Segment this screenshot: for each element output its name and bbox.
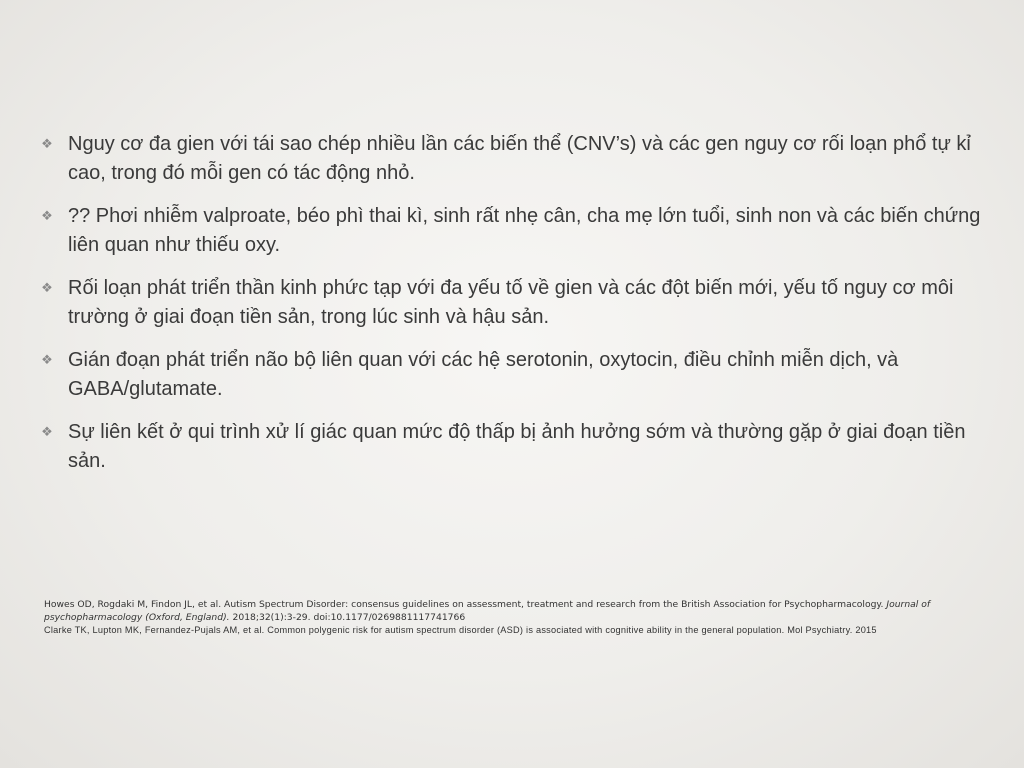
reference-1-authors-title: Howes OD, Rogdaki M, Findon JL, et al. Autism Spectrum Disorder: consensus guidelines on assessment, treatment and research from the British Association for Psychopharmacology. bbox=[44, 599, 887, 610]
diamond-flower-icon: ❖ bbox=[41, 352, 53, 367]
bullet-item bbox=[40, 130, 990, 188]
bullet-text: Rối loạn phát triển thần kinh phức tạp với đa yếu tố về gien và các đột biến mới, yếu tố nguy cơ môi trường ở giai đoạn tiền sản, trong lúc sinh và hậu sản. bbox=[68, 277, 954, 328]
reference-1-journal-a: Journal of bbox=[886, 599, 931, 610]
reference-2: Clarke TK, Lupton MK, Fernandez-Pujals AM, et al. Common polygenic risk for autism spectrum disorder (ASD) is associated with cognitive ability in the general population. Mol Psychiatry. 2015 bbox=[44, 625, 877, 635]
diamond-flower-icon: ❖ bbox=[41, 280, 53, 295]
bullet-text: Nguy cơ đa gien với tái sao chép nhiều lần các biến thể (CNV’s) và các gen nguy cơ rối loạn phổ tự kỉ cao, trong đó mỗi gen có tác động nhỏ. bbox=[68, 133, 971, 184]
diamond-flower-icon: ❖ bbox=[41, 424, 53, 439]
bullet-item bbox=[40, 418, 990, 476]
bullet-text: Sự liên kết ở qui trình xử lí giác quan mức độ thấp bị ảnh hưởng sớm và thường gặp ở giai đoạn tiền sản. bbox=[68, 421, 966, 472]
reference-1 bbox=[44, 598, 984, 624]
bullet-item bbox=[40, 274, 990, 332]
diamond-flower-icon: ❖ bbox=[41, 208, 53, 223]
bullet-text: Gián đoạn phát triển não bộ liên quan với các hệ serotonin, oxytocin, điều chỉnh miễn dịch, và GABA/glutamate. bbox=[68, 349, 899, 400]
bullet-text: ?? Phơi nhiễm valproate, béo phì thai kì, sinh rất nhẹ cân, cha mẹ lớn tuổi, sinh non và các biến chứng liên quan như thiếu oxy. bbox=[68, 205, 981, 256]
reference-1-journal-b: psychopharmacology (Oxford, England). bbox=[44, 612, 230, 623]
references bbox=[44, 598, 984, 637]
bullet-list bbox=[40, 130, 990, 490]
reference-1-citation: 2018;32(1):3-29. doi:10.1177/0269881117741766 bbox=[229, 612, 466, 623]
bullet-item bbox=[40, 202, 990, 260]
bullet-item bbox=[40, 346, 990, 404]
diamond-flower-icon: ❖ bbox=[41, 136, 53, 151]
